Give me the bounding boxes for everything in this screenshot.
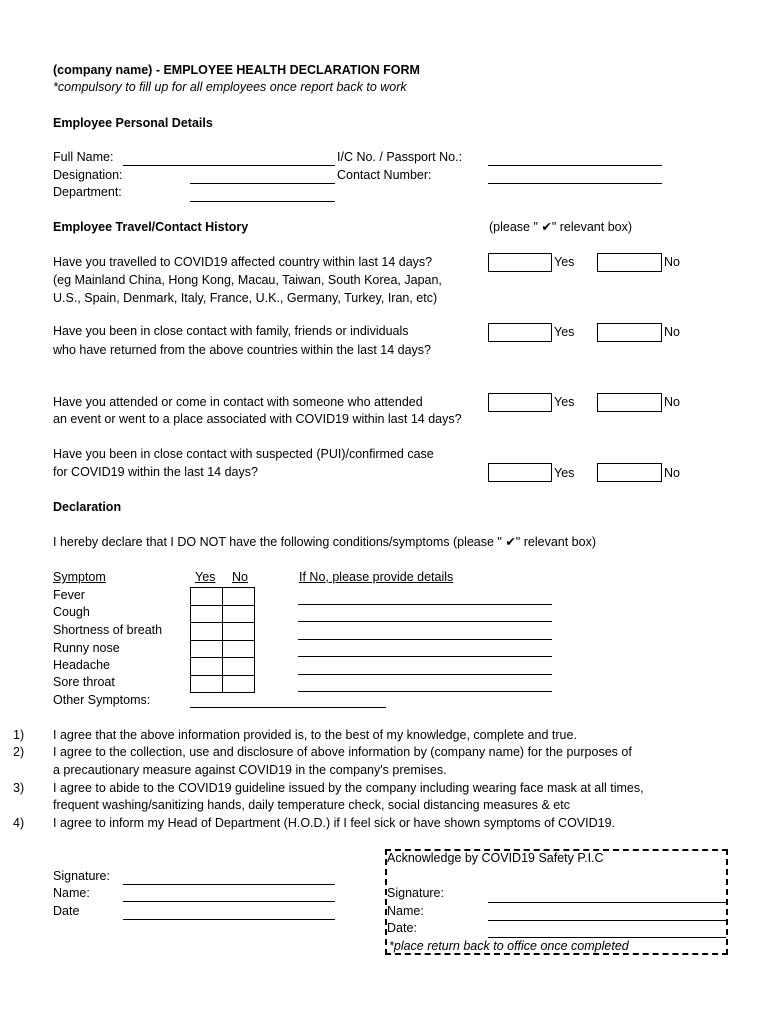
symptom-yes-cell[interactable] — [191, 605, 223, 623]
q3-yes-label: Yes — [554, 395, 575, 409]
agreement-number: 4) — [13, 816, 25, 830]
ack-signature-field[interactable] — [488, 902, 726, 903]
symptom-row — [191, 588, 255, 606]
symptom-label: Fever — [53, 588, 85, 602]
symptom-yes-cell[interactable] — [191, 588, 223, 606]
symptom-label: Runny nose — [53, 641, 120, 655]
declaration-statement: I hereby declare that I DO NOT have the following conditions/symptoms (please " ✔" relevant box) — [53, 535, 596, 549]
q2-yes-checkbox[interactable] — [488, 323, 552, 342]
q2-no-label: No — [664, 325, 680, 339]
declaration-heading: Declaration — [53, 500, 122, 514]
symptom-no-cell[interactable] — [223, 605, 255, 623]
q1-yes-label: Yes — [554, 255, 575, 269]
symptom-yes-cell[interactable] — [191, 658, 223, 676]
symptom-yes-cell[interactable] — [191, 675, 223, 693]
details-field[interactable] — [298, 621, 552, 622]
ic-passport-label: I/C No. / Passport No.: — [337, 150, 463, 164]
symptom-yes-cell[interactable] — [191, 640, 223, 658]
question-2-line-2: who have returned from the above countries within the last 14 days? — [53, 343, 431, 357]
question-2-line-1: Have you been in close contact with family, friends or individuals — [53, 324, 409, 338]
other-symptoms-field[interactable] — [190, 707, 386, 708]
department-field[interactable] — [190, 201, 335, 202]
q3-no-label: No — [664, 395, 680, 409]
q4-no-label: No — [664, 466, 680, 480]
q4-no-checkbox[interactable] — [597, 463, 662, 482]
name-field[interactable] — [123, 901, 335, 902]
other-symptoms-label: Other Symptoms: — [53, 693, 151, 707]
symptom-label: Cough — [53, 605, 90, 619]
symptom-no-cell[interactable] — [223, 623, 255, 641]
symptom-row — [191, 640, 255, 658]
symptom-row — [191, 623, 255, 641]
question-1-line-3: U.S., Spain, Denmark, Italy, France, U.K., Germany, Turkey, Iran, etc) — [53, 291, 438, 305]
q3-no-checkbox[interactable] — [597, 393, 662, 412]
department-label: Department: — [53, 185, 122, 199]
acknowledge-title: Acknowledge by COVID19 Safety P.I.C — [387, 851, 604, 865]
travel-history-heading: Employee Travel/Contact History — [53, 220, 249, 234]
form-title-text: - EMPLOYEE HEALTH DECLARATION FORM — [155, 63, 420, 77]
question-4-line-1: Have you been in close contact with suspected (PUI)/confirmed case — [53, 447, 434, 461]
question-4-line-2: for COVID19 within the last 14 days? — [53, 465, 258, 479]
signature-field[interactable] — [123, 884, 335, 885]
q3-yes-checkbox[interactable] — [488, 393, 552, 412]
symptom-label: Headache — [53, 658, 110, 672]
form-title — [53, 62, 420, 78]
agreement-text: I agree that the above information provided is, to the best of my knowledge, complete and true. — [53, 728, 577, 742]
agreement-number: 3) — [13, 781, 25, 795]
yes-column-header: Yes — [195, 570, 216, 584]
q1-no-label: No — [664, 255, 680, 269]
symptom-no-cell[interactable] — [223, 640, 255, 658]
symptom-label: Sore throat — [53, 675, 115, 689]
name-label: Name: — [53, 886, 90, 900]
designation-field[interactable] — [190, 183, 335, 184]
contact-number-field[interactable] — [488, 183, 662, 184]
details-column-header: If No, please provide details — [299, 570, 454, 584]
full-name-label: Full Name: — [53, 150, 114, 164]
symptom-no-cell[interactable] — [223, 658, 255, 676]
symptom-row — [191, 605, 255, 623]
personal-details-heading: Employee Personal Details — [53, 116, 213, 130]
question-1-line-2: (eg Mainland China, Hong Kong, Macau, Taiwan, South Korea, Japan, — [53, 273, 442, 287]
agreement-number: 1) — [13, 728, 25, 742]
symptom-checkbox-grid — [190, 587, 255, 693]
full-name-field[interactable] — [123, 165, 335, 166]
details-field[interactable] — [298, 639, 552, 640]
symptom-no-cell[interactable] — [223, 675, 255, 693]
question-3-line-2: an event or went to a place associated with COVID19 within last 14 days? — [53, 412, 462, 426]
ack-return-note: *place return back to office once completed — [389, 939, 629, 953]
agreement-text: I agree to the collection, use and disclosure of above information by (company name) for the purposes of — [53, 745, 632, 759]
date-field[interactable] — [123, 919, 335, 920]
question-3-line-1: Have you attended or come in contact with someone who attended — [53, 395, 423, 409]
details-field[interactable] — [298, 691, 552, 692]
symptom-no-cell[interactable] — [223, 588, 255, 606]
agreement-text: I agree to abide to the COVID19 guideline issued by the company including wearing face mask at all times, — [53, 781, 644, 795]
details-field[interactable] — [298, 656, 552, 657]
agreement-text: a precautionary measure against COVID19 in the company's premises. — [53, 763, 447, 777]
agreement-text: frequent washing/sanitizing hands, daily temperature check, social distancing measures & etc — [53, 798, 570, 812]
symptom-row — [191, 658, 255, 676]
date-label: Date — [53, 904, 80, 918]
symptom-yes-cell[interactable] — [191, 623, 223, 641]
agreement-text: I agree to inform my Head of Department (H.O.D.) if I feel sick or have shown symptoms of COVID19. — [53, 816, 616, 830]
ack-name-label: Name: — [387, 904, 424, 918]
ack-signature-label: Signature: — [387, 886, 444, 900]
q4-yes-checkbox[interactable] — [488, 463, 552, 482]
q1-no-checkbox[interactable] — [597, 253, 662, 272]
q2-no-checkbox[interactable] — [597, 323, 662, 342]
ic-passport-field[interactable] — [488, 165, 662, 166]
q2-yes-label: Yes — [554, 325, 575, 339]
designation-label: Designation: — [53, 168, 123, 182]
form-subtitle: *compulsory to fill up for all employees once report back to work — [53, 80, 407, 94]
signature-label: Signature: — [53, 869, 110, 883]
symptom-row — [191, 675, 255, 693]
q4-yes-label: Yes — [554, 466, 575, 480]
q1-yes-checkbox[interactable] — [488, 253, 552, 272]
agreement-number: 2) — [13, 745, 25, 759]
details-field[interactable] — [298, 674, 552, 675]
question-1-line-1: Have you travelled to COVID19 affected country within last 14 days? — [53, 255, 433, 269]
contact-number-label: Contact Number: — [337, 168, 432, 182]
travel-instruction: (please " ✔" relevant box) — [489, 220, 633, 234]
company-name-placeholder: (company name) — [53, 63, 153, 77]
ack-date-label: Date: — [387, 921, 417, 935]
symptom-column-header: Symptom — [53, 570, 106, 584]
details-field[interactable] — [298, 604, 552, 605]
symptom-label: Shortness of breath — [53, 623, 163, 637]
ack-name-field[interactable] — [488, 920, 726, 921]
no-column-header: No — [232, 570, 248, 584]
